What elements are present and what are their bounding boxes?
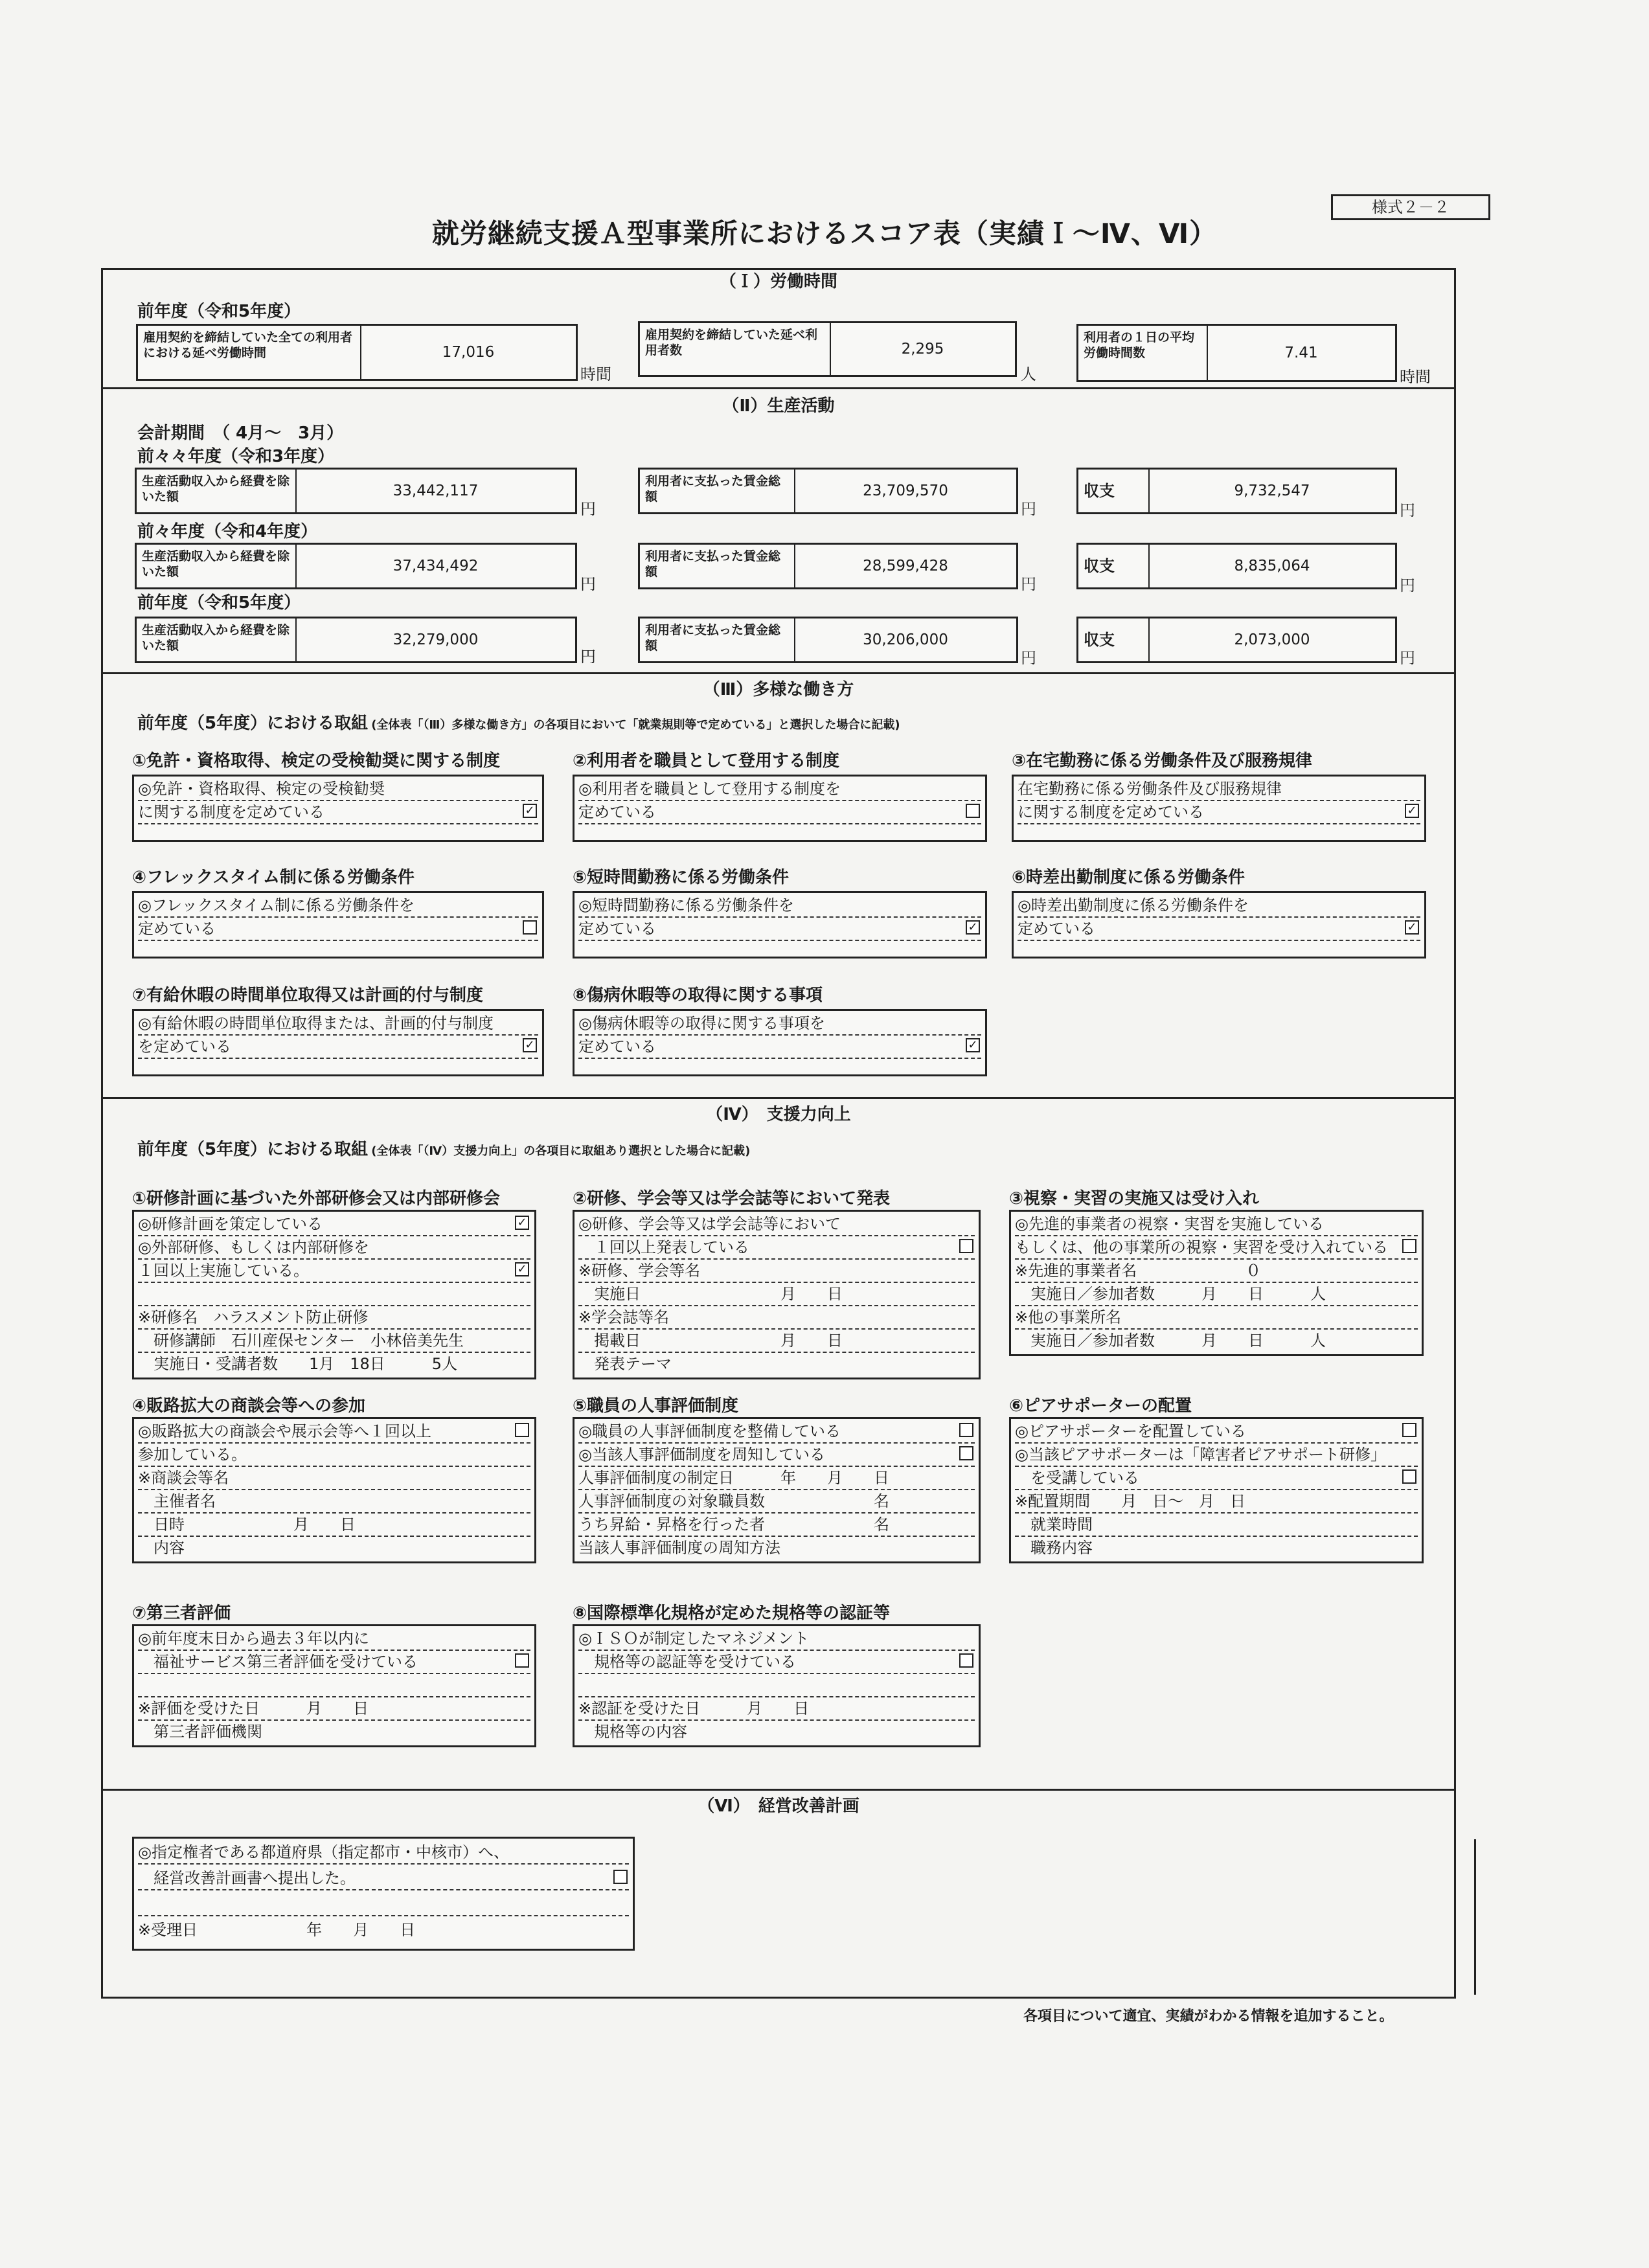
sec4-item-line: ※研修名 ハラスメント防止研修 bbox=[138, 1306, 530, 1330]
sec3-item-line: 定めている bbox=[578, 1036, 981, 1059]
sec4-intro bbox=[137, 1136, 750, 1160]
sec3-item-line: ◎傷病休暇等の取得に関する事項を bbox=[578, 1012, 981, 1036]
sec4-item-line: 実施日・受講者数 1月 18日 5人 bbox=[138, 1355, 458, 1373]
sec6-line: ◎指定権者である都道府県（指定都市・中核市）へ、 bbox=[138, 1841, 629, 1865]
sec4-item-line: ※評価を受けた日 月 日 bbox=[138, 1697, 530, 1721]
checkbox[interactable] bbox=[959, 1423, 973, 1437]
sec4-item-line: ※研修、学会等名 bbox=[578, 1260, 975, 1283]
sec4-item-line: ※他の事業所名 bbox=[1015, 1306, 1418, 1330]
sec2-cell-a-label: 生産活動収入から経費を除いた額 bbox=[137, 618, 297, 661]
sec4-intro-text: 前年度（5年度）における取組 bbox=[137, 1140, 369, 1159]
sec2-cell-c bbox=[1076, 617, 1397, 663]
sec3-item-title: ④フレックスタイム制に係る労働条件 bbox=[132, 868, 415, 887]
sec2-cell-c-value[interactable]: 9,732,547 bbox=[1234, 482, 1310, 499]
sec1-cell-avg bbox=[1076, 324, 1397, 382]
sec2-unit: 円 bbox=[580, 648, 596, 666]
sec4-item-title: ⑧国際標準化規格が定めた規格等の認証等 bbox=[573, 1604, 891, 1623]
sec4-item-line: 規格等の内容 bbox=[578, 1723, 687, 1741]
checkbox[interactable]: ✓ bbox=[966, 1038, 980, 1052]
sec4-item-line: 参加している。 bbox=[138, 1444, 530, 1467]
sec2-cell-a bbox=[135, 468, 577, 514]
sec4-item-line: 就業時間 bbox=[1015, 1514, 1418, 1537]
sec2-cell-b-value[interactable]: 28,599,428 bbox=[863, 558, 948, 574]
sec4-item-line: ◎外部研修、もしくは内部研修を bbox=[138, 1236, 530, 1260]
page-title: 就労継続支援Ａ型事業所におけるスコア表（実績Ｉ～Ⅳ、Ⅵ） bbox=[431, 218, 1218, 249]
sec3-item-title: ①免許・資格取得、検定の受検勧奨に関する制度 bbox=[132, 751, 501, 771]
checkbox[interactable] bbox=[966, 804, 980, 818]
sec3-item-line: ◎有給休暇の時間単位取得または、計画的付与制度 bbox=[138, 1012, 538, 1036]
sec2-cell-c bbox=[1076, 468, 1397, 514]
sec1-cell-users-label: 雇用契約を締結していた延べ利用者数 bbox=[640, 323, 831, 375]
sec2-year-label: 前々年度（令和4年度） bbox=[137, 522, 318, 541]
checkbox[interactable]: ✓ bbox=[523, 804, 537, 818]
checkbox[interactable] bbox=[515, 1423, 529, 1437]
sec2-cell-a bbox=[135, 543, 577, 589]
checkbox[interactable] bbox=[959, 1239, 973, 1253]
sec3-item-card bbox=[132, 1009, 544, 1076]
sec4-item-line: ◎研修、学会等又は学会誌等において bbox=[578, 1213, 975, 1236]
sec2-unit: 円 bbox=[1021, 575, 1036, 593]
sec4-item-line: 日時 月 日 bbox=[138, 1514, 530, 1537]
sec4-intro-note: (全体表「（Ⅳ）支援力向上」の各項目に取組あり選択とした場合に記載) bbox=[371, 1144, 751, 1158]
sec4-item-line: ※商談会等名 bbox=[138, 1467, 530, 1490]
sec3-item-line: に関する制度を定めている bbox=[1018, 801, 1420, 824]
sec3-item-line: 定めている bbox=[138, 918, 538, 941]
checkbox[interactable] bbox=[959, 1653, 973, 1668]
sec2-cell-b-label: 利用者に支払った賃金総額 bbox=[640, 470, 795, 512]
sec6-line bbox=[138, 1893, 629, 1916]
checkbox[interactable]: ✓ bbox=[1405, 804, 1419, 818]
sec2-year-label: 前々々年度（令和3年度） bbox=[137, 447, 335, 466]
sec4-item-card bbox=[1009, 1417, 1424, 1563]
sec4-item-card bbox=[573, 1624, 981, 1747]
sec4-item-line: ※学会誌等名 bbox=[578, 1306, 975, 1330]
checkbox[interactable]: ✓ bbox=[515, 1262, 529, 1276]
sec3-item-line: 定めている bbox=[578, 801, 981, 824]
sec3-intro-note: (全体表「（Ⅲ）多様な働き方」の各項目において「就業規則等で定めている」と選択した場合に記載) bbox=[371, 718, 900, 732]
sec2-cell-a-value[interactable]: 37,434,492 bbox=[392, 558, 479, 574]
sec4-item-line: もしくは、他の事業所の視察・実習を受け入れている bbox=[1015, 1236, 1418, 1260]
sec4-item-line: １回以上発表している bbox=[578, 1236, 975, 1260]
sec4-item-line: ◎当該ピアサポーターは「障害者ピアサポート研修」 bbox=[1015, 1444, 1418, 1467]
sec4-item-title: ④販路拡大の商談会等への参加 bbox=[132, 1396, 366, 1416]
sec4-item-line: ◎研修計画を策定している bbox=[138, 1213, 530, 1236]
sec3-item-card bbox=[1012, 775, 1426, 842]
footer-note: 各項目について適宜、実績がわかる情報を追加すること。 bbox=[1023, 2008, 1394, 2024]
sec3-item-title: ⑤短時間勤務に係る労働条件 bbox=[573, 868, 790, 887]
sec4-item-line: 実施日 月 日 bbox=[578, 1283, 975, 1306]
sec4-item-line: 当該人事評価制度の周知方法 bbox=[578, 1539, 780, 1557]
sec4-item-title: ①研修計画に基づいた外部研修会又は内部研修会 bbox=[132, 1189, 501, 1208]
sec3-item-title: ⑧傷病休暇等の取得に関する事項 bbox=[573, 986, 823, 1005]
sec1-cell-avg-label: 利用者の１日の平均労働時間数 bbox=[1078, 326, 1208, 380]
sec2-cell-b-label: 利用者に支払った賃金総額 bbox=[640, 545, 795, 587]
sec4-item-line: ※配置期間 月 日～ 月 日 bbox=[1015, 1490, 1418, 1514]
sec2-unit: 円 bbox=[1400, 649, 1415, 667]
sec4-item-line: 第三者評価機関 bbox=[138, 1723, 262, 1741]
sec6-line: 経営改善計画書へ提出した。 bbox=[138, 1867, 629, 1890]
sec4-item-line: ※先進的事業者名 ０ bbox=[1015, 1260, 1418, 1283]
sec4-item-line: ◎職員の人事評価制度を整備している bbox=[578, 1420, 975, 1444]
checkbox[interactable] bbox=[613, 1870, 628, 1884]
sec6-card bbox=[132, 1837, 635, 1951]
sec2-cell-c-value[interactable]: 2,073,000 bbox=[1234, 631, 1310, 648]
sec3-item-line: ◎フレックスタイム制に係る労働条件を bbox=[138, 894, 538, 918]
sec4-item-line: 実施日／参加者数 月 日 人 bbox=[1015, 1332, 1326, 1350]
section3-title: （Ⅲ）多様な働き方 bbox=[703, 680, 854, 699]
sec2-cell-c-label: 収支 bbox=[1078, 618, 1150, 661]
sec3-item-card bbox=[132, 891, 544, 958]
checkbox[interactable]: ✓ bbox=[515, 1216, 529, 1230]
sec2-cell-c-label: 収支 bbox=[1078, 470, 1150, 512]
sec4-item-line: うち昇給・昇格を行った者 名 bbox=[578, 1514, 975, 1537]
sec4-item-card bbox=[132, 1417, 536, 1563]
sec3-item-line: ◎免許・資格取得、検定の受検勧奨 bbox=[138, 778, 538, 801]
divider bbox=[101, 672, 1456, 674]
sec4-item-line: ◎ピアサポーターを配置している bbox=[1015, 1420, 1418, 1444]
section1-title: （Ｉ）労働時間 bbox=[719, 272, 837, 291]
sec2-unit: 円 bbox=[1400, 576, 1415, 595]
sec2-unit: 円 bbox=[580, 575, 596, 593]
sec3-item-card bbox=[132, 775, 544, 842]
sec4-item-line: 規格等の認証等を受けている bbox=[578, 1651, 975, 1674]
sec4-item-card bbox=[132, 1210, 536, 1379]
form-number: 様式２－２ bbox=[1331, 194, 1490, 220]
section6-title: （Ⅵ） 経営改善計画 bbox=[698, 1797, 859, 1816]
sec2-year-label: 前年度（令和5年度） bbox=[137, 593, 301, 613]
sec4-item-line: ◎ＩＳＯが制定したマネジメント bbox=[578, 1627, 975, 1651]
sec4-item-line: を受講している bbox=[1015, 1467, 1418, 1490]
sec1-cell-hours-label: 雇用契約を締結していた全ての利用者における延べ労働時間 bbox=[138, 326, 361, 379]
checkbox[interactable] bbox=[1402, 1469, 1416, 1484]
sec2-cell-b bbox=[638, 617, 1018, 663]
sec3-item-card bbox=[1012, 891, 1426, 958]
sec4-item-title: ⑥ピアサポーターの配置 bbox=[1009, 1396, 1192, 1416]
sec2-unit: 円 bbox=[580, 500, 596, 518]
sec3-item-title: ②利用者を職員として登用する制度 bbox=[573, 751, 840, 771]
sec2-unit: 円 bbox=[1400, 501, 1415, 519]
checkbox[interactable] bbox=[1402, 1423, 1416, 1437]
sec1-cell-hours bbox=[136, 324, 578, 381]
sec3-item-card bbox=[573, 891, 987, 958]
sec4-item-line: ◎先進的事業者の視察・実習を実施している bbox=[1015, 1213, 1418, 1236]
sec4-item-line bbox=[138, 1674, 530, 1697]
checkbox[interactable]: ✓ bbox=[966, 920, 980, 935]
checkbox[interactable] bbox=[959, 1446, 973, 1460]
checkbox[interactable]: ✓ bbox=[523, 1038, 537, 1052]
sec2-unit: 円 bbox=[1021, 500, 1036, 518]
sec2-period: 会計期間 （ 4月～ 3月） bbox=[137, 424, 344, 443]
sec1-unit-avg: 時間 bbox=[1400, 368, 1431, 386]
sec4-item-line: ◎前年度末日から過去３年以内に bbox=[138, 1627, 530, 1651]
sec2-cell-a-label: 生産活動収入から経費を除いた額 bbox=[137, 470, 297, 512]
checkbox[interactable] bbox=[523, 920, 537, 935]
divider bbox=[101, 387, 1456, 389]
sec1-unit-hours: 時間 bbox=[580, 365, 611, 383]
sec2-cell-a-label: 生産活動収入から経費を除いた額 bbox=[137, 545, 297, 587]
sec4-item-line: 主催者名 bbox=[138, 1490, 530, 1514]
sec2-cell-c-value[interactable]: 8,835,064 bbox=[1234, 558, 1310, 574]
sec4-item-line: 福祉サービス第三者評価を受けている bbox=[138, 1651, 530, 1674]
sec2-cell-b-label: 利用者に支払った賃金総額 bbox=[640, 618, 795, 661]
sec3-item-card bbox=[573, 775, 987, 842]
sec4-item-line: 発表テーマ bbox=[578, 1355, 672, 1373]
sec4-item-line: ◎当該人事評価制度を周知している bbox=[578, 1444, 975, 1467]
sec1-period-label: 前年度（令和5年度） bbox=[137, 302, 301, 321]
sec4-item-line: 職務内容 bbox=[1015, 1539, 1093, 1557]
sec4-item-line: 人事評価制度の対象職員数 名 bbox=[578, 1490, 975, 1514]
sec3-item-line: ◎短時間勤務に係る労働条件を bbox=[578, 894, 981, 918]
sec2-cell-b-value[interactable]: 23,709,570 bbox=[863, 482, 948, 499]
sec3-item-line: 定めている bbox=[578, 918, 981, 941]
sec4-item-line bbox=[138, 1283, 530, 1306]
sec2-cell-b bbox=[638, 543, 1018, 589]
sec2-cell-a-value[interactable]: 32,279,000 bbox=[392, 631, 479, 648]
sec4-item-title: ⑦第三者評価 bbox=[132, 1604, 231, 1623]
sec2-unit: 円 bbox=[1021, 649, 1036, 667]
sec1-cell-users bbox=[638, 321, 1017, 377]
sec4-item-line: ◎販路拡大の商談会や展示会等へ１回以上 bbox=[138, 1420, 530, 1444]
sec4-item-line: 内容 bbox=[138, 1539, 185, 1557]
sec1-cell-users-value[interactable]: 2,295 bbox=[901, 341, 944, 357]
sec3-item-line: に関する制度を定めている bbox=[138, 801, 538, 824]
sec4-item-line: １回以上実施している。 bbox=[138, 1260, 530, 1283]
sec2-cell-a-value[interactable]: 33,442,117 bbox=[392, 482, 479, 499]
sec4-item-line bbox=[578, 1674, 975, 1697]
sec3-item-title: ⑦有給休暇の時間単位取得又は計画的付与制度 bbox=[132, 986, 484, 1005]
sec4-item-title: ②研修、学会等又は学会誌等において発表 bbox=[573, 1189, 891, 1208]
sec4-item-title: ⑤職員の人事評価制度 bbox=[573, 1396, 739, 1416]
sec4-item-card bbox=[573, 1210, 981, 1379]
sec4-item-line: 人事評価制度の制定日 年 月 日 bbox=[578, 1467, 975, 1490]
sec4-item-line: ※認証を受けた日 月 日 bbox=[578, 1697, 975, 1721]
sec4-item-line: 掲載日 月 日 bbox=[578, 1330, 975, 1353]
checkbox[interactable]: ✓ bbox=[1405, 920, 1419, 935]
sec2-cell-c-label: 収支 bbox=[1078, 545, 1150, 587]
sec1-cell-hours-value[interactable]: 17,016 bbox=[442, 344, 495, 361]
section2-title: （Ⅱ）生産活動 bbox=[722, 396, 835, 416]
divider bbox=[101, 1097, 1456, 1099]
sec4-item-card bbox=[573, 1417, 981, 1563]
sec3-item-line: ◎利用者を職員として登用する制度を bbox=[578, 778, 981, 801]
sec4-item-line: 研修講師 石川産保センター 小林倍美先生 bbox=[138, 1330, 530, 1353]
sec2-cell-b bbox=[638, 468, 1018, 514]
sec4-item-line: 実施日／参加者数 月 日 人 bbox=[1015, 1283, 1418, 1306]
sec3-item-line: ◎時差出勤制度に係る労働条件を bbox=[1018, 894, 1420, 918]
sec3-item-title: ⑥時差出勤制度に係る労働条件 bbox=[1012, 868, 1245, 887]
scan-mark bbox=[1474, 1839, 1476, 1995]
sec1-unit-users: 人 bbox=[1021, 365, 1036, 383]
divider bbox=[101, 1789, 1456, 1791]
sec6-line: ※受理日 年 月 日 bbox=[138, 1921, 416, 1939]
sec4-item-title: ③視察・実習の実施又は受け入れ bbox=[1009, 1189, 1260, 1208]
sec3-intro-text: 前年度（5年度）における取組 bbox=[137, 714, 369, 733]
section4-title: （Ⅳ） 支援力向上 bbox=[706, 1105, 851, 1124]
sec2-cell-c bbox=[1076, 543, 1397, 589]
checkbox[interactable] bbox=[1402, 1239, 1416, 1253]
sec4-item-card bbox=[132, 1624, 536, 1747]
checkbox[interactable] bbox=[515, 1653, 529, 1668]
sec4-item-card bbox=[1009, 1210, 1424, 1356]
sec3-item-title: ③在宅勤務に係る労働条件及び服務規律 bbox=[1012, 751, 1313, 771]
sec3-item-line: 定めている bbox=[1018, 918, 1420, 941]
sec1-cell-avg-value[interactable]: 7.41 bbox=[1284, 345, 1318, 361]
sec3-item-line: を定めている bbox=[138, 1036, 538, 1059]
sec3-intro bbox=[137, 710, 900, 734]
sec2-cell-a bbox=[135, 617, 577, 663]
sec3-item-card bbox=[573, 1009, 987, 1076]
sec3-item-line: 在宅勤務に係る労働条件及び服務規律 bbox=[1018, 778, 1420, 801]
sec2-cell-b-value[interactable]: 30,206,000 bbox=[863, 631, 948, 648]
